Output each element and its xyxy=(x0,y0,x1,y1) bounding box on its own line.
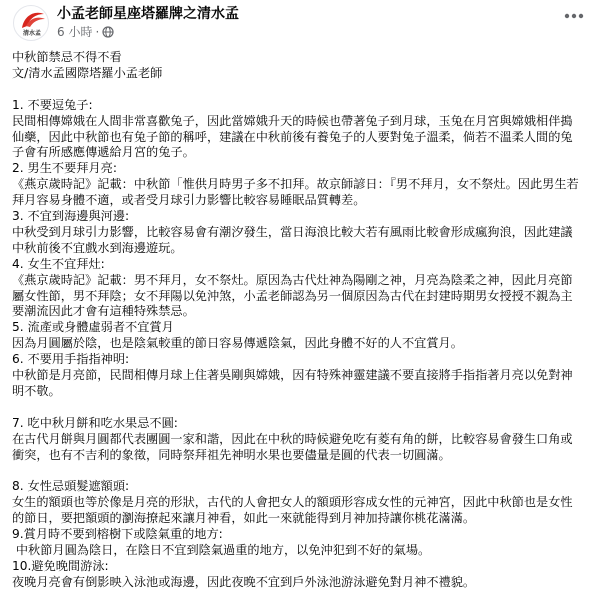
more-options-button[interactable] xyxy=(560,6,588,26)
post-line: 《燕京歲時記》記載：中秋節「惟供月時男子多不扣拜。故京師諺日：『男不拜月，女不祭灶。因此男生若拜月容易身體不適，或者受月球引力影響比較容易睡眠品質轉差。 xyxy=(12,177,579,208)
post-line: 4. 女生不宜拜灶: xyxy=(12,256,105,271)
post-author: 文/清水孟國際塔羅小孟老師 xyxy=(12,65,163,80)
post-line: 9.賞月時不要到榕樹下或陰氣重的地方: xyxy=(12,527,223,542)
page-name-link[interactable]: 小孟老師星座塔羅牌之清水孟 xyxy=(57,6,239,22)
post-line: 因為月圓屬於陰，也是陰氣較重的節日容易傳遞陰氣，因此身體不好的人不宜賞月。 xyxy=(12,336,463,351)
post-title: 中秋節禁忌不得不看 xyxy=(12,50,122,64)
post-body xyxy=(12,50,584,591)
meta-dot: · xyxy=(95,25,100,39)
ellipsis-icon xyxy=(560,6,588,26)
post-line: 中秋節是月亮節，民間相傳月球上住著吳剛與嫦娥，因有特殊神靈建議不要直接將手指指著月亮以免對神明不敬。 xyxy=(12,368,573,399)
post-line: 8. 女性忌頭髮遮額頭: xyxy=(12,479,130,494)
post-meta xyxy=(57,25,114,42)
post-line xyxy=(12,464,584,480)
avatar-text: 清水孟 xyxy=(22,30,41,37)
post-line: 中秋節月圓為陰日，在陰日不宜到陰氣過重的地方，以免沖犯到不好的氣場。 xyxy=(12,543,431,558)
post-time[interactable]: 6 小時 xyxy=(57,25,93,39)
post-line: 女生的額頭也等於像是月亮的形狀，古代的人會把女人的額頭形容成女性的元神宮，因此中秋節也是女性的節日，要把額頭的瀏海撩起來讓月神看，如此一來就能得到月神加持讓你桃花滿滿。 xyxy=(12,495,573,526)
post-line: 10.避免晚間游泳: xyxy=(12,558,109,573)
avatar[interactable] xyxy=(13,5,49,41)
post-line: 7. 吃中秋月餅和吃水果忌不圓: xyxy=(12,415,178,430)
post-line: 1. 不要逗兔子: xyxy=(12,97,93,112)
post-line: 民間相傳嫦娥在人間非常喜歡兔子，因此當嫦娥升天的時候也帶著兔子到月球，玉兔在月宮與嫦娥相伴搗仙藥，因此中秋節也有兔子節的稱呼，建議在中秋前後有養兔子的人要對兔子溫柔，倘若不溫柔人間的兔子會有所感應傳遞給月宮的兔子。 xyxy=(12,113,573,160)
spacer xyxy=(12,82,584,98)
post-line: 5. 流產或身體虛弱者不宜賞月 xyxy=(12,320,174,335)
post-header xyxy=(0,0,595,48)
globe-icon[interactable] xyxy=(102,26,114,42)
post-line: 6. 不要用手指指神明: xyxy=(12,352,130,367)
post-line: 在古代月餅與月圓都代表團圓一家和諧，因此在中秋的時候避免吃有菱有角的餅，比較容易會發生口角或衝突，也有不吉利的象徵，同時祭拜祖先神明水果也要儘量是圓的代表一切圓滿。 xyxy=(12,431,573,462)
post-line: 2. 男生不要拜月亮: xyxy=(12,161,117,176)
post-content xyxy=(12,98,584,591)
post-line: 《燕京歲時記》記載：男不拜月，女不祭灶。原因為古代灶神為陽剛之神，月亮為陰柔之神，因此月亮節屬女性節，男不拜陰；女不拜陽以免沖煞，小孟老師認為另一個原因為古代在封建時期男女授授不親為主要潮流因此才會有這種特殊禁忌。 xyxy=(12,272,573,319)
post-line: 夜晚月亮會有倒影映入泳池或海邊，因此夜晚不宜到戶外泳池游泳避免對月神不禮貌。 xyxy=(12,574,476,589)
post-line: 3. 不宜到海邊與河邊: xyxy=(12,209,130,224)
post-line: 中秋受到月球引力影響，比較容易會有潮汐發生，當日海浪比較大若有風雨比較會形成瘋狗浪，因此建議中秋前後不宜戲水到海邊遊玩。 xyxy=(12,224,573,255)
post-line xyxy=(12,400,584,416)
